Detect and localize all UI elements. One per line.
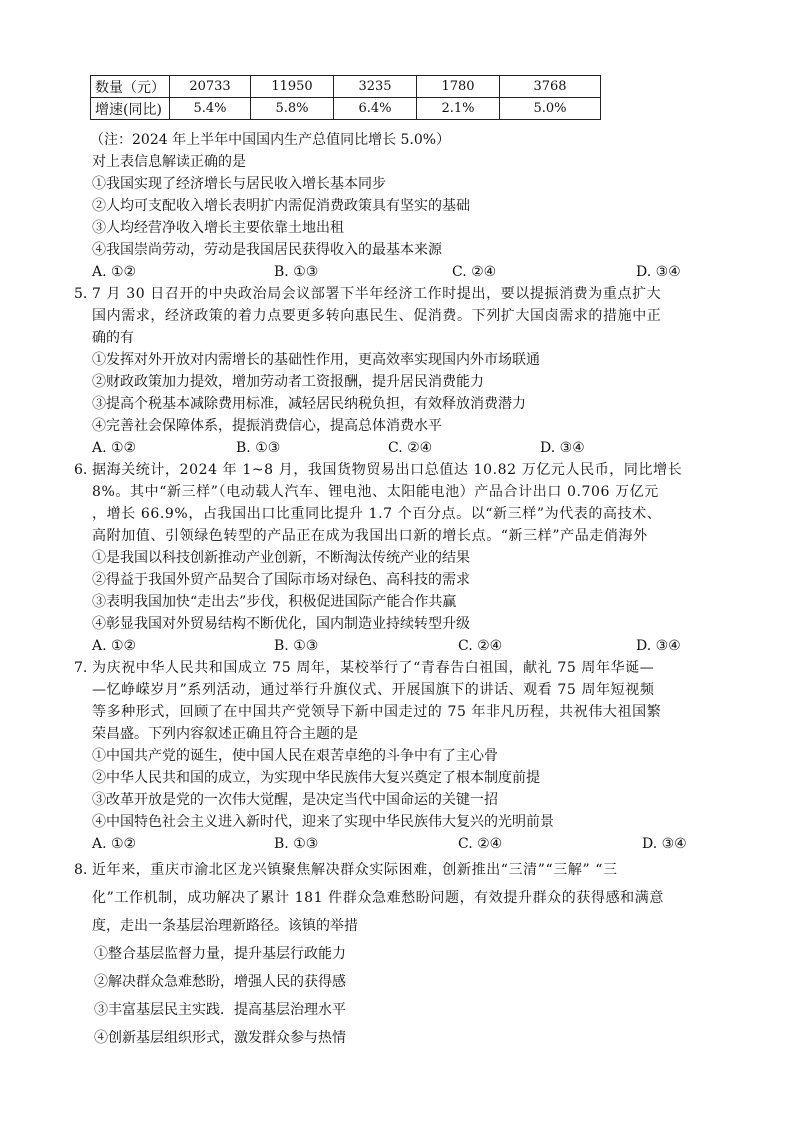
q6-option-a[interactable]: A. ①② xyxy=(92,638,137,654)
q6-option-c[interactable]: C. ②④ xyxy=(458,638,503,654)
q8-stem-line: 度，走出一条基层治理新路径。该镇的举措 xyxy=(92,918,358,934)
q7-item: ①中国共产党的诞生，使中国人民在艰苦卓绝的斗争中有了主心骨 xyxy=(92,748,498,764)
q8-item: ②解决群众急难愁盼，增强人民的获得感 xyxy=(94,974,346,990)
table-cell: 11950 xyxy=(251,76,334,98)
table-row xyxy=(91,98,601,120)
q8-item: ①整合基层监督力量，提升基层行政能力 xyxy=(94,946,346,962)
q6-stem-line: ，增长 66.9%，占我国出口比重同比提升 1.7 个百分点。以“新三样”为代表的高技术、 xyxy=(92,506,662,522)
q7-option-d[interactable]: D. ③④ xyxy=(642,836,687,852)
q6-item: ②得益于我国外贸产品契合了国际市场对绿色、高科技的需求 xyxy=(92,572,470,588)
q5-item: ④完善社会保障体系，提振消费信心，提高总体消费水平 xyxy=(92,418,442,434)
q4-option-c[interactable]: C. ②④ xyxy=(452,264,497,280)
q5-item: ②财政政策加力提效，增加劳动者工资报酬，提升居民消费能力 xyxy=(92,374,484,390)
q7-option-c[interactable]: C. ②④ xyxy=(458,836,503,852)
row-label: 数量（元） xyxy=(91,76,170,98)
q5-stem-line: 确的有 xyxy=(92,330,134,346)
q5-option-b[interactable]: B. ①③ xyxy=(236,440,281,456)
q6-stem-line: 高附加值、引领绿色转型的产品正在成为我国出口新的增长点。“新三样”产品走俏海外 xyxy=(92,528,648,544)
q5-number: 5. xyxy=(74,286,88,302)
q7-stem-line: 等多种形式，回顾了在中国共产党领导下新中国走过的 75 年非凡历程，共祝伟大祖国繁 xyxy=(92,704,662,720)
q7-option-b[interactable]: B. ①③ xyxy=(274,836,319,852)
table-cell: 5.8% xyxy=(251,98,334,120)
q8-item: ④创新基层组织形式，激发群众参与热情 xyxy=(94,1030,346,1046)
q4-item: ②人均可支配收入增长表明扩内需促消费政策具有坚实的基础 xyxy=(92,198,470,214)
q8-number: 8. xyxy=(74,862,88,878)
q7-stem-line: 荣昌盛。下列内容叙述正确且符合主题的是 xyxy=(92,726,358,742)
q7-stem-line: 为庆祝中华人民共和国成立 75 周年，某校举行了“青春告白祖国，献礼 75 周年华诞— xyxy=(92,660,655,676)
q6-stem-line: 据海关统计，2024 年 1~8 月，我国货物贸易出口总值达 10.82 万亿元人民币，同比增长 xyxy=(92,462,683,478)
q6-stem-line: 8%。其中“新三样”（电动载人汽车、锂电池、太阳能电池）产品合计出口 0.706 万亿元 xyxy=(92,484,659,500)
q7-item: ④中国特色社会主义进入新时代，迎来了实现中华民族伟大复兴的光明前景 xyxy=(92,814,554,830)
q6-item: ③表明我国加快“走出去”步伐，积极促进国际产能合作共赢 xyxy=(92,594,457,610)
q5-item: ①发挥对外开放对内需增长的基础性作用，更高效率实现国内外市场联通 xyxy=(92,352,540,368)
table-cell: 20733 xyxy=(170,76,251,98)
table-cell: 5.4% xyxy=(170,98,251,120)
q7-item: ②中华人民共和国的成立，为实现中华民族伟大复兴奠定了根本制度前提 xyxy=(92,770,540,786)
q4-item: ④我国崇尚劳动，劳动是我国居民获得收入的最基本来源 xyxy=(92,242,442,258)
q4-stem: 对上表信息解读正确的是 xyxy=(92,154,246,170)
q6-number: 6. xyxy=(74,462,88,478)
q5-option-a[interactable]: A. ①② xyxy=(92,440,137,456)
q6-item: ①是我国以科技创新推动产业创新，不断淘汰传统产业的结果 xyxy=(92,550,470,566)
q6-option-b[interactable]: B. ①③ xyxy=(274,638,319,654)
q5-option-c[interactable]: C. ②④ xyxy=(388,440,433,456)
q6-item: ④彰显我国对外贸易结构不断优化，国内制造业持续转型升级 xyxy=(92,616,470,632)
table-cell: 5.0% xyxy=(500,98,601,120)
table-cell: 1780 xyxy=(417,76,500,98)
q7-option-a[interactable]: A. ①② xyxy=(92,836,137,852)
q7-number: 7. xyxy=(74,660,88,676)
q7-item: ③改革开放是党的一次伟大觉醒，是决定当代中国命运的关键一招 xyxy=(92,792,498,808)
q5-item: ③提高个税基本减除费用标准，减轻居民纳税负担，有效释放消费潜力 xyxy=(92,396,526,412)
row-label: 增速(同比) xyxy=(91,98,170,120)
table-row xyxy=(91,76,601,98)
q8-stem-line: 化”工作机制，成功解决了累计 181 件群众急难愁盼问题，有效提升群众的获得感和满意 xyxy=(92,890,664,906)
q5-stem-line: 7 月 30 日召开的中央政治局会议部署下半年经济工作时提出，要以提振消费为重点扩大 xyxy=(92,286,662,302)
q4-item: ③人均经营净收入增长主要依靠土地出租 xyxy=(92,220,344,236)
q4-option-d[interactable]: D. ③④ xyxy=(636,264,681,280)
q5-stem-line: 国内需求，经济政策的着力点要更多转向惠民生、促消费。下列扩大国卤需求的措施中正 xyxy=(92,308,662,324)
table-cell: 6.4% xyxy=(334,98,417,120)
table-cell: 3235 xyxy=(334,76,417,98)
q8-stem-line: 近年来，重庆市渝北区龙兴镇聚焦解决群众实际困难，创新推出“三清”“三解” “三 xyxy=(92,862,618,878)
table-note: （注：2024 年上半年中国国内生产总值同比增长 5.0%） xyxy=(90,132,451,148)
q4-option-a[interactable]: A. ①② xyxy=(92,264,137,280)
q7-stem-line: —忆峥嵘岁月”系列活动，通过举行升旗仪式、开展国旗下的讲话、观看 75 周年短视频 xyxy=(92,682,655,698)
table-cell: 3768 xyxy=(500,76,601,98)
table-cell: 2.1% xyxy=(417,98,500,120)
income-table xyxy=(90,75,601,120)
q6-option-d[interactable]: D. ③④ xyxy=(636,638,681,654)
q4-option-b[interactable]: B. ①③ xyxy=(274,264,319,280)
q5-option-d[interactable]: D. ③④ xyxy=(540,440,585,456)
q4-item: ①我国实现了经济增长与居民收入增长基本同步 xyxy=(92,176,386,192)
q8-item: ③丰富基层民主实践．提高基层治理水平 xyxy=(94,1002,346,1018)
